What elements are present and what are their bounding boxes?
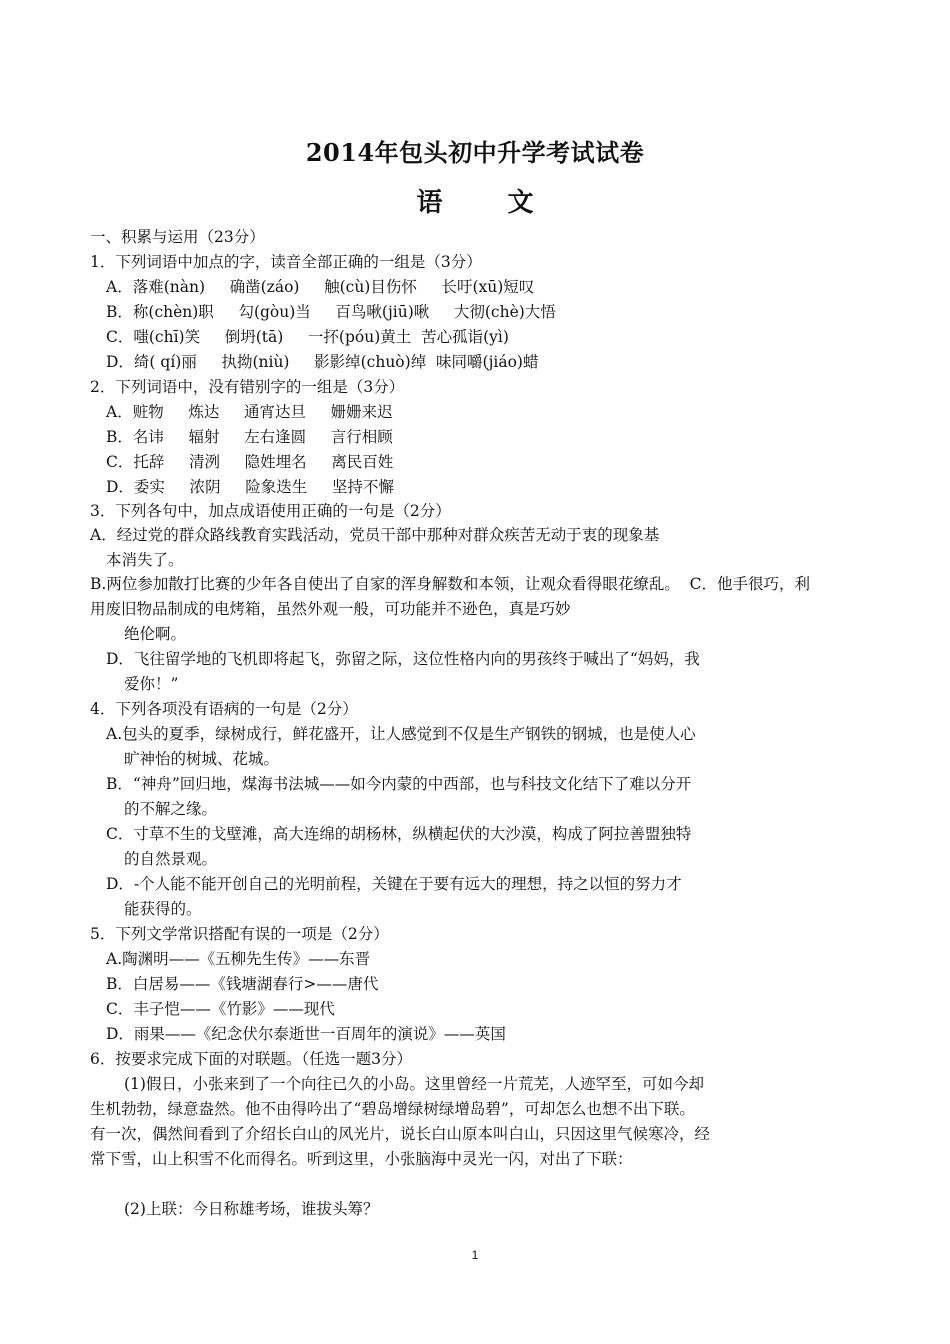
- text-line: D．雨果——《纪念伏尔泰逝世一百周年的演说》——英国: [106, 1025, 506, 1043]
- text-line: (1)假日，小张来到了一个向往已久的小岛。这里曾经一片荒芜，人迹罕至，可如今却: [124, 1075, 704, 1093]
- subject-heading: 语 文: [416, 188, 562, 218]
- text-line: B．名讳 辐射 左右逢圆 言行相顾: [106, 428, 393, 446]
- text-line: D．飞往留学地的飞机即将起飞，弥留之际，这位性格内向的男孩终于喊出了“妈妈，我: [106, 650, 700, 668]
- text-line: A．经过党的群众路线教育实践活动，党员干部中那种对群众疾苦无动于衷的现象基: [90, 526, 660, 544]
- text-line: D．-个人能不能开创自己的光明前程，关键在于要有远大的理想，持之以恒的努力才: [106, 875, 682, 893]
- text-line: 常下雪，山上积雪不化而得名。听到这里，小张脑海中灵光一闪，对出了下联：: [90, 1150, 633, 1168]
- text-line: 5．下列文学常识搭配有误的一项是（2分）: [90, 925, 389, 943]
- text-line: 能获得的。: [124, 900, 202, 918]
- text-line: 的不解之缘。: [124, 800, 218, 818]
- text-line: 旷神怡的树城、花城。: [124, 750, 280, 768]
- text-line: (2)上联：今日称雄考场，谁拔头筹？: [124, 1200, 379, 1218]
- text-line: 4．下列各项没有语病的一句是（2分）: [90, 700, 358, 718]
- text-line: A.包头的夏季，绿树成行，鲜花盛开，让人感觉到不仅是生产钢铁的钢城，也是使人心: [106, 725, 696, 743]
- text-line: 有一次，偶然间看到了介绍长白山的风光片，说长白山原本叫白山，只因这里气候寒冷，经: [90, 1125, 711, 1143]
- text-line: 用废旧物品制成的电烤箱，虽然外观一般，可功能并不逊色，真是巧妙: [90, 600, 571, 618]
- text-line: B．白居易——《钱塘湖春行>——唐代: [106, 975, 379, 993]
- text-line: 生机勃勃，绿意盎然。他不由得吟出了“碧岛增绿树绿增岛碧”，可却怎么也想不出下联。: [90, 1100, 695, 1118]
- text-line: 的自然景观。: [124, 850, 218, 868]
- text-line: 本消失了。: [106, 551, 184, 569]
- text-line: D．绮( qí)丽 执拗(niù) 影影绰(chuò)绰 味同嚼(jiáo)蜡: [106, 353, 539, 371]
- page-title: 2014年包头初中升学考试试卷: [305, 138, 645, 167]
- text-line: D．委实 浓阴 险象迭生 坚持不懈: [106, 478, 394, 496]
- text-line: 绝伦啊。: [124, 625, 187, 643]
- text-line: C．寸草不生的戈壁滩，高大连绵的胡杨林，纵横起伏的大沙漠，构成了阿拉善盟独特: [106, 825, 692, 843]
- text-line: B．“神舟”回归地，煤海书法城——如今内蒙的中西部，也与科技文化结下了难以分开: [106, 775, 692, 793]
- text-line: A．赃物 炼达 通宵达旦 姗姗来迟: [106, 403, 393, 421]
- text-line: 6．按要求完成下面的对联题。（任选一题3分）: [90, 1050, 412, 1068]
- text-line: C．丰子恺——《竹影》——现代: [106, 1000, 335, 1018]
- text-line: A．落难(nàn) 确凿(záo) 触(cù)目伤怀 长吁(xū)短叹: [106, 278, 535, 296]
- text-line: 爱你！”: [124, 675, 179, 693]
- text-line: B.两位参加散打比赛的少年各自使出了自家的浑身解数和本领，让观众看得眼花缭乱。 C．他手很巧，利: [90, 575, 811, 593]
- page-number: 1: [471, 1248, 479, 1262]
- text-line: 一、积累与运用（23分）: [90, 228, 265, 246]
- text-line: C．嗤(chī)笑 倒坍(tā) 一抔(póu)黄土 苦心孤诣(yì): [106, 328, 509, 346]
- text-line: C．托辞 清洌 隐姓埋名 离民百姓: [106, 453, 394, 471]
- text-line: A.陶渊明——《五柳先生传》——东晋: [106, 950, 371, 968]
- text-line: 1．下列词语中加点的字，读音全部正确的一组是（3分）: [90, 253, 482, 271]
- text-line: 2．下列词语中，没有错别字的一组是（3分）: [90, 378, 405, 396]
- text-line: B．称(chèn)职 勾(gòu)当 百鸟啾(jiū)啾 大彻(chè)大悟: [106, 303, 556, 321]
- text-line: 3．下列各句中，加点成语使用正确的一句是（2分）: [90, 502, 451, 520]
